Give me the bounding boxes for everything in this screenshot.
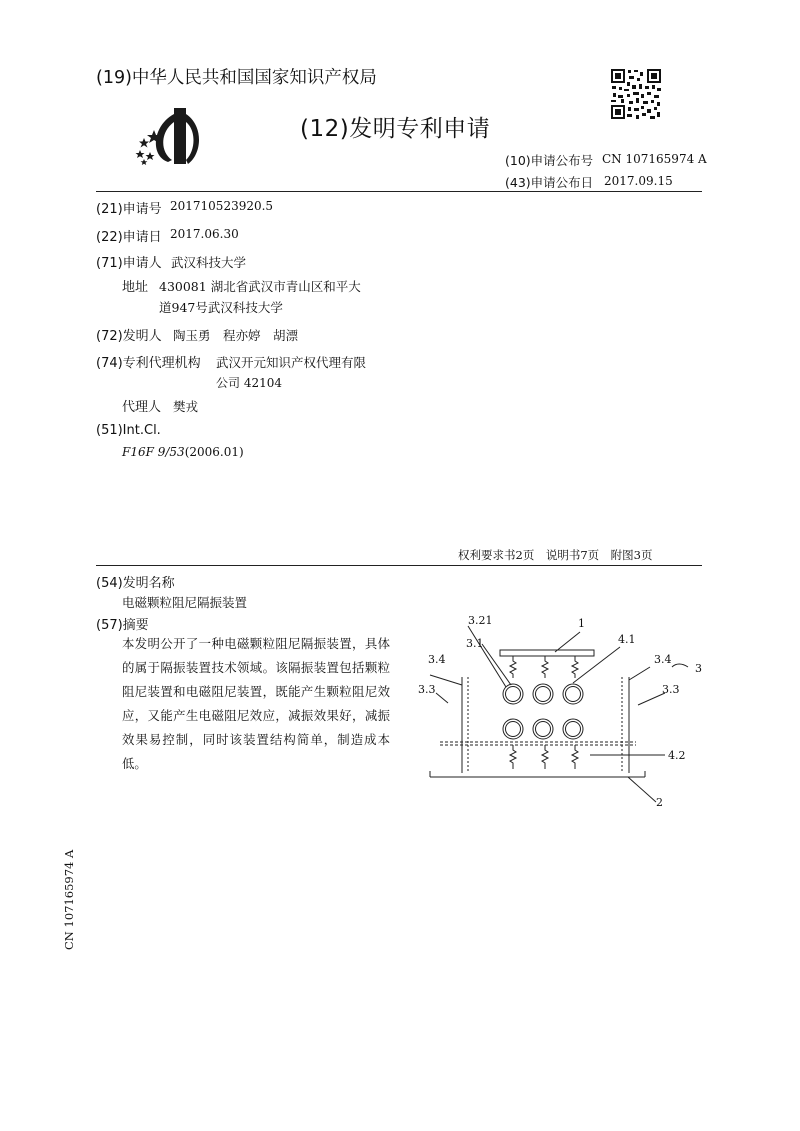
spring-5 — [542, 745, 548, 769]
agency-line-1: 武汉开元知识产权代理有限 — [216, 355, 367, 370]
spring-4 — [510, 745, 516, 769]
publication-number: CN 107165974 A — [602, 152, 707, 166]
application-number: 201710523920.5 — [170, 199, 274, 213]
applicant: 武汉科技大学 — [171, 255, 247, 270]
qr-code — [610, 68, 662, 120]
label-4-2: 4.2 — [668, 749, 686, 762]
label-3-3-right: 3.3 — [662, 683, 680, 696]
top-plate — [500, 650, 594, 656]
header-divider — [96, 191, 702, 192]
pages-divider — [96, 565, 702, 566]
invention-title: 电磁颗粒阻尼隔振装置 — [122, 595, 248, 610]
document-type: (12)发明专利申请 — [300, 116, 491, 142]
abstract-text: 本发明公开了一种电磁颗粒阻尼隔振装置，具体的属于隔振装置技术领域。该隔振装置包括颗粒阻尼装置和电磁阻尼装置，既能产生颗粒阻尼效应，又能产生电磁阻尼效应，减振效果好，减振效果易控制，同时该装置结构简单，制造成本低。 — [122, 636, 390, 771]
intcl-label: (51)Int.Cl. — [96, 423, 161, 438]
label-4-1: 4.1 — [618, 633, 636, 646]
application-date: 2017.06.30 — [170, 227, 239, 241]
agency-line-2: 公司 42104 — [216, 376, 282, 390]
spring-1 — [510, 656, 516, 678]
address-label: 地址 — [122, 280, 149, 295]
intcl-version: (2006.01) — [184, 445, 244, 459]
application-date-label: (22)申请日 — [96, 230, 162, 245]
issuing-office: (19)中华人民共和国国家知识产权局 — [96, 68, 377, 88]
address-line-2: 道947号武汉科技大学 — [159, 300, 283, 315]
title-label: (54)发明名称 — [96, 576, 175, 591]
label-3-4-left: 3.4 — [428, 653, 446, 666]
label-3-1: 3.1 — [466, 637, 484, 650]
publication-date: 2017.09.15 — [604, 174, 673, 188]
abstract-figure — [410, 605, 710, 820]
cnipa-logo — [128, 104, 206, 168]
applicant-label: (71)申请人 — [96, 256, 162, 271]
agency-label: (74)专利代理机构 — [96, 356, 201, 371]
spring-3 — [572, 656, 578, 678]
abstract-label: (57)摘要 — [96, 618, 149, 633]
label-2: 2 — [656, 796, 663, 809]
side-publication-number: CN 107165974 A — [62, 849, 76, 950]
agent-label: 代理人 — [122, 400, 162, 415]
pages-info: 权利要求书2页 说明书7页 附图3页 — [458, 548, 653, 562]
agent: 樊戎 — [173, 399, 199, 414]
application-number-label: (21)申请号 — [96, 202, 162, 217]
label-3-21: 3.21 — [468, 614, 493, 627]
spring-2 — [542, 656, 548, 678]
intcl-classification — [122, 445, 244, 459]
address-line-1: 430081 湖北省武汉市青山区和平大 — [159, 279, 361, 294]
inventors-label: (72)发明人 — [96, 329, 162, 344]
label-3-4-right: 3.4 — [654, 653, 672, 666]
label-3: 3 — [695, 662, 702, 675]
inventors: 陶玉勇 程亦婷 胡漂 — [173, 328, 299, 343]
label-3-3-left: 3.3 — [418, 683, 436, 696]
label-1: 1 — [578, 617, 585, 630]
spring-6 — [572, 745, 578, 769]
intcl-code: F16F 9/53 — [122, 445, 185, 459]
publication-date-label: (43)申请公布日 — [505, 175, 594, 190]
publication-number-label: (10)申请公布号 — [505, 153, 594, 168]
